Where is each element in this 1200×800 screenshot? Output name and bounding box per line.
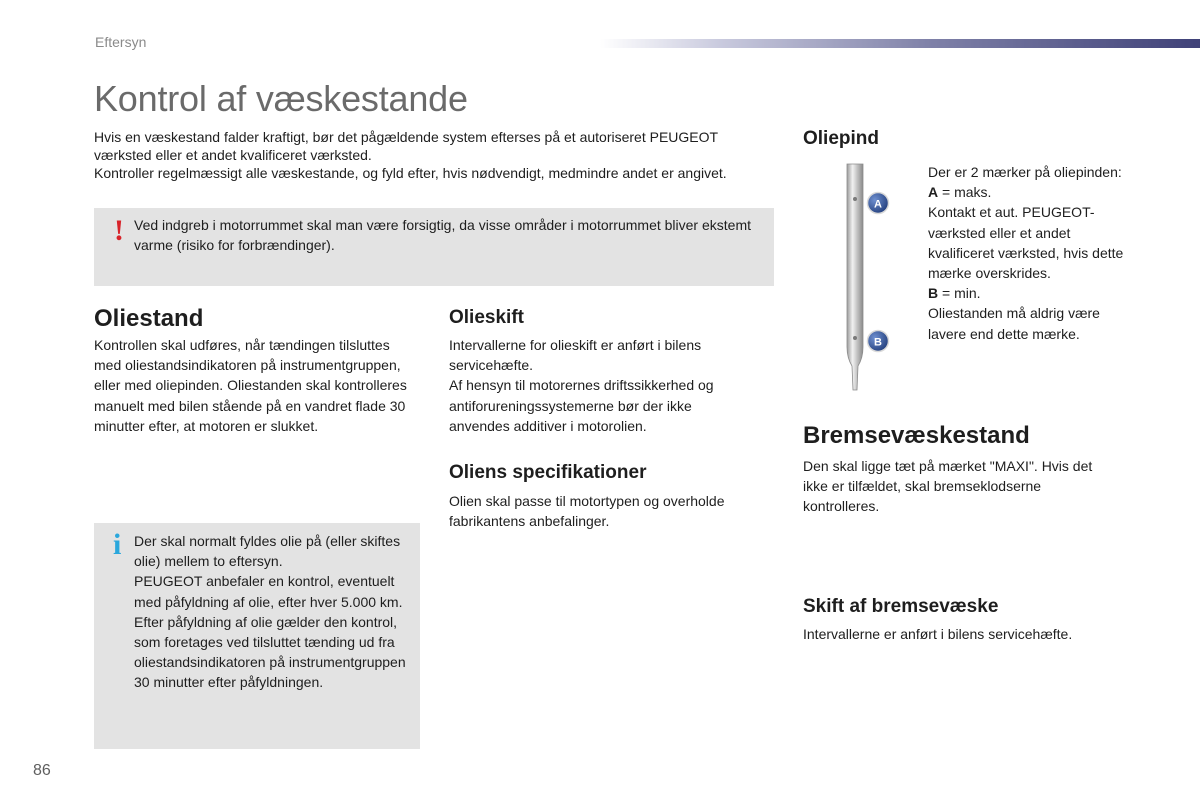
dipstick-illustration [832, 162, 896, 396]
oliestand-heading: Oliestand [94, 305, 204, 332]
oliepind-intro: Der er 2 mærker på oliepinden: [928, 164, 1122, 180]
oliepind-a-text: = maks. [938, 184, 992, 201]
dipstick-mark-max [853, 197, 857, 201]
specs-heading: Oliens specifikationer [449, 462, 647, 483]
marker-b [868, 331, 889, 352]
oliestand-text: Kontrollen skal udføres, når tændingen tilsluttes med oliestandsindikatoren på instrumentgruppen, eller med oliepinden. Oliestanden skal kontrolleres manuelt med bilen stående på en vandret flade 30 minutter efter, at motoren er slukket. [94, 337, 407, 434]
dipstick-mark-min [853, 336, 857, 340]
skift-heading: Skift af bremsevæske [803, 596, 999, 617]
page-number: 86 [33, 762, 51, 779]
intro-paragraph-1: Hvis en væskestand falder kraftigt, bør det pågældende system efterses på et autoriseret PEUGEOT værksted eller et andet kvalificeret værksted. [94, 129, 718, 163]
olieskift-heading: Olieskift [449, 307, 524, 328]
page-title: Kontrol af væskestande [94, 78, 468, 119]
oliepind-text [928, 162, 1128, 344]
specs-text: Olien skal passe til motortypen og overholde fabrikantens anbefalinger. [449, 493, 725, 530]
header-gradient-bar [600, 39, 1200, 48]
bremse-text: Den skal ligge tæt på mærket "MAXI". Hvis det ikke er tilfældet, skal bremseklodserne kontrolleres. [803, 458, 1093, 515]
warning-exclamation-icon: ! [114, 214, 124, 247]
olieskift-paragraph-2: Af hensyn til motorernes driftssikkerhed og antiforureningssystemerne bør der ikke anvendes additiver i motorolien. [449, 377, 714, 434]
info-icon: i [113, 528, 122, 561]
info-line-1: Der skal normalt fyldes olie på (eller skiftes olie) mellem to eftersyn. [134, 533, 401, 570]
oliepind-a-desc: Kontakt et aut. PEUGEOT-værksted eller et andet kvalificeret værksted, hvis dette mærke overskrides. [928, 204, 1124, 282]
info-text [134, 531, 414, 693]
oliepind-b-text: = min. [938, 285, 981, 302]
info-line-2: PEUGEOT anbefaler en kontrol, eventuelt med påfyldning af olie, efter hver 5.000 km. [134, 573, 403, 610]
marker-a [868, 193, 889, 214]
section-label: Eftersyn [95, 34, 147, 50]
svg-text:A: A [874, 198, 882, 211]
bremse-heading: Bremsevæskestand [803, 422, 1030, 449]
oliepind-a-line [928, 182, 1128, 202]
oliepind-a-label: A [928, 184, 939, 201]
warning-text: Ved indgreb i motorrummet skal man være forsigtig, da visse områder i motorrummet bliver ekstemt varme (risiko for forbrændinger). [134, 217, 751, 253]
intro-text [94, 128, 774, 182]
oliepind-b-line [928, 283, 1128, 303]
skift-text: Intervallerne er anført i bilens servicehæfte. [803, 626, 1073, 642]
olieskift-paragraph-1: Intervallerne for olieskift er anført i bilens servicehæfte. [449, 337, 702, 374]
olieskift-text [449, 335, 749, 436]
svg-text:B: B [874, 336, 882, 349]
intro-paragraph-2: Kontroller regelmæssigt alle væskestande, og fyld efter, hvis nødvendigt, medmindre andet er angivet. [94, 165, 727, 181]
oliepind-heading: Oliepind [803, 128, 879, 149]
oliepind-b-label: B [928, 285, 939, 302]
info-line-3: Efter påfyldning af olie gælder den kontrol, som foretages ved tilsluttet tænding ud fra oliestandsindikatoren på instrumentgruppen 30 minutter efter påfyldningen. [134, 613, 406, 691]
oliepind-b-desc: Oliestanden må aldrig være lavere end dette mærke. [928, 305, 1100, 342]
